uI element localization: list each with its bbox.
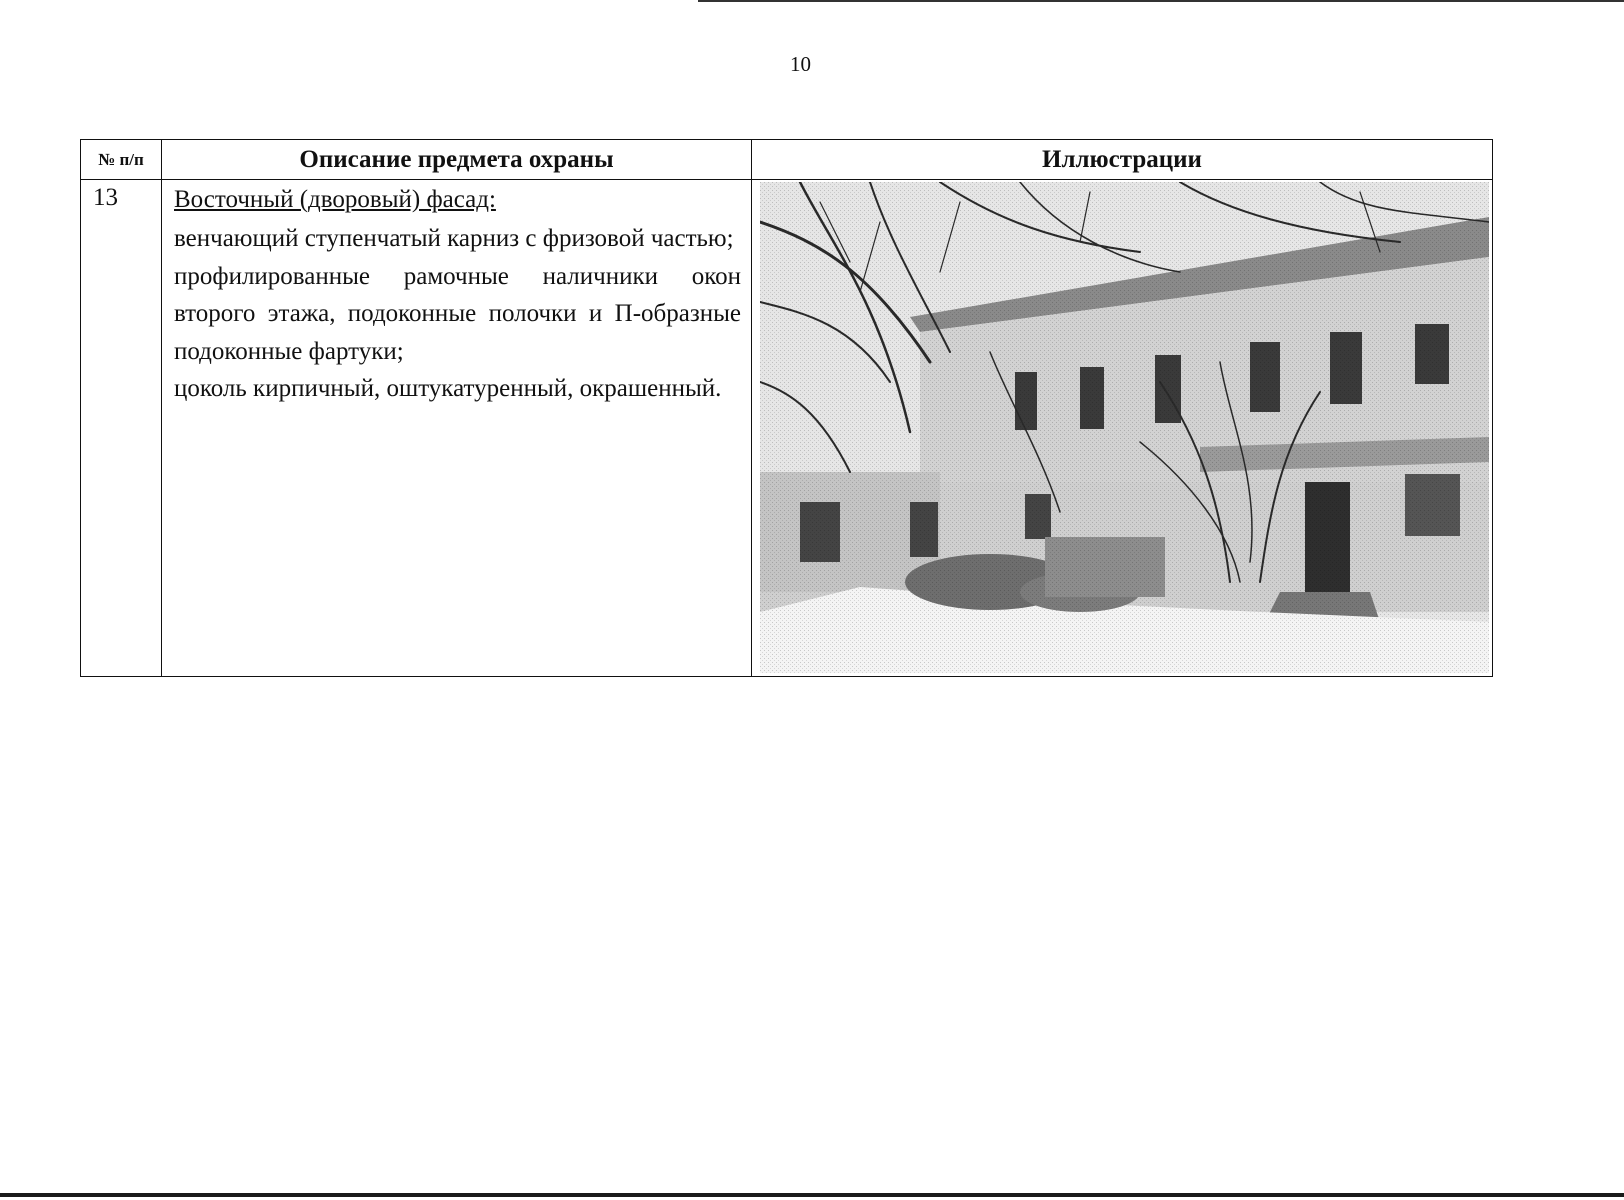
top-scan-rule bbox=[698, 0, 1624, 2]
description-cell bbox=[162, 180, 752, 677]
facade-heading: Восточный (дворовый) фасад: bbox=[174, 186, 496, 213]
bottom-scan-rule bbox=[0, 1193, 1624, 1197]
description-item-cornice: венчающий ступенчатый карниз с фризовой частью; bbox=[174, 225, 734, 252]
description-item-plinth: цоколь кирпичный, оштукатуренный, окрашенный. bbox=[174, 375, 722, 402]
header-num: № п/п bbox=[81, 140, 162, 180]
illustration-cell bbox=[752, 180, 1493, 677]
photo-grain bbox=[760, 182, 1489, 673]
description-item-window-trims: профилированные рамочные наличники окон второго этажа, подоконные полочки и П-образные подоконные фартуки; bbox=[174, 262, 741, 365]
protection-subject-table bbox=[80, 139, 1493, 677]
east-facade-photo bbox=[760, 182, 1489, 673]
page-number: 10 bbox=[790, 52, 811, 76]
header-illustrations: Иллюстрации bbox=[752, 140, 1493, 180]
table-row bbox=[81, 180, 1493, 677]
header-description: Описание предмета охраны bbox=[162, 140, 752, 180]
table-header-row bbox=[81, 140, 1493, 180]
row-number: 13 bbox=[81, 180, 162, 677]
